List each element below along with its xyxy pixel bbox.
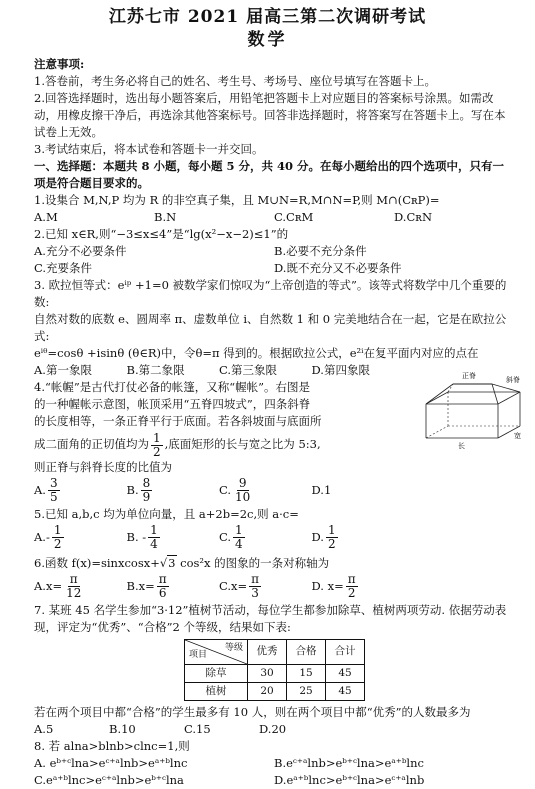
q8-option-a: A. eᵇ⁺ᶜlna>eᶜ⁺ᵃlnb>eᵃ⁺ᵇlnc — [34, 755, 188, 770]
q6-option-b-den: 6 — [158, 586, 167, 600]
note-item-2: 2.回答选择题时，选出每小题答案后，用铅笔把答题卡上对应题目的答案标号涂黑。如需改动，用橡皮擦干净后，再选涂其他答案标号。回答非选择题时，将答案写在答题卡上。写在本试卷上无效。 — [34, 91, 506, 139]
q5-option-d-frac — [326, 524, 338, 551]
q8-option-d: D.eᵃ⁺ᵇlnc>eᵇ⁺ᶜlna>eᶜ⁺ᵃlnb — [274, 772, 425, 787]
q3-options — [34, 362, 404, 379]
q1-stem: 1.设集合 M,N,P 均为 R 的非空真子集，且 M∪N=R,M∩N=P,则 M∩(CʀP)= — [34, 193, 440, 207]
q6-option-c-label: C.x= — [219, 579, 248, 593]
q6-stem-pre: 6.函数 f(x)=sinxcosx+ — [34, 555, 160, 570]
figure-label-ridge: 正脊 — [462, 372, 476, 380]
q6-option-d-label: D. x= — [311, 579, 344, 593]
q6-option-c-num: π — [251, 572, 260, 586]
q4-line-5: 则正脊与斜脊长度的比值为 — [34, 459, 172, 474]
table-header-pass: 合格 — [287, 639, 326, 664]
q6-option-a-den: 12 — [66, 586, 82, 600]
table-cell: 30 — [248, 664, 287, 682]
q7-line-3: 若在两个项目中都“合格”的学生最多有 10 人，则在两个项目中都“优秀”的人数最多为 — [34, 704, 471, 719]
q5-option-b-num: 1 — [150, 523, 158, 537]
q6-options — [34, 572, 404, 602]
q7-line-2: 现，评定为“优秀”、“合格”2 个等级，结果如下表: — [34, 619, 291, 634]
q7-options — [34, 721, 334, 738]
q1-option-c: C.CʀM — [274, 210, 314, 224]
q4-option-a-num: 3 — [49, 476, 58, 490]
q7-line-1: 7. 某班 45 名学生参加“3·12”植树节活动，每位学生都参加除草、植树两项劳动. 依据劳动表 — [34, 602, 507, 617]
q5-stem: 5.已知 a,b,c 均为单位向量，且 a+2b=2c,则 a·c= — [34, 506, 299, 521]
q5-option-c-den: 4 — [235, 537, 243, 551]
q4-option-a-den: 5 — [49, 490, 58, 504]
q4-option-d — [312, 482, 405, 499]
q5-option-d-label: D. — [311, 530, 324, 544]
q1-options — [34, 209, 514, 226]
table-row — [185, 682, 365, 700]
q6-option-a-num: π — [69, 572, 78, 586]
exam-subject: 数学 — [247, 30, 288, 50]
q5-option-c — [219, 524, 312, 551]
q6-option-c-den: 3 — [251, 586, 259, 600]
q7-option-d: D.20 — [259, 721, 287, 736]
q5-option-b-label: B. - — [126, 530, 147, 544]
q5-option-d-den: 2 — [327, 537, 336, 551]
q1-option-d: D.CʀN — [394, 210, 433, 224]
table-corner-cell — [185, 639, 248, 664]
q8-options-row1 — [34, 755, 514, 772]
q6-option-d-num: π — [347, 572, 356, 586]
q7-option-c: C.15 — [184, 721, 211, 736]
q2-option-d: D.既不充分又不必要条件 — [274, 261, 402, 275]
q6-option-d-frac — [346, 573, 358, 600]
q6-option-b — [127, 573, 220, 600]
q5-options — [34, 523, 404, 553]
q4-line-2: 的一种幄帐示意图，帐顶采用“五脊四坡式”，四条斜脊 — [34, 397, 311, 411]
q4-option-c-label: C. — [219, 483, 232, 497]
q3-line-3: eⁱᶿ=cosθ +isinθ (θ∈R)中，令θ=π 得到的。根据欧拉公式，e²ⁱ在复平面内对应的点在 — [34, 346, 479, 360]
q4-option-a — [34, 477, 127, 504]
q4-option-b-den: 9 — [142, 490, 151, 504]
table-cell: 20 — [248, 682, 287, 700]
q2-options-row2 — [34, 260, 514, 277]
q4-option-b-label: B. — [126, 483, 139, 497]
table-cell: 15 — [287, 664, 326, 682]
q4-option-b-num: 8 — [142, 476, 151, 490]
q4-option-a-frac — [48, 477, 60, 504]
q3-option-d: D.第四象限 — [311, 363, 370, 377]
q4-line-4-post: ,底面矩形的长与宽之比为 5:3, — [164, 437, 321, 451]
q7-option-a: A.5 — [34, 721, 54, 736]
q1-option-a: A.M — [34, 210, 58, 224]
q4-tan-num: 1 — [153, 430, 161, 445]
q6-option-b-frac — [157, 573, 169, 600]
q6-stem: 6.函数 f(x)=sinxcosx+√3 cos²x 的图象的一条对称轴为 — [34, 555, 330, 570]
q4-options — [34, 476, 404, 506]
q5-option-b-den: 4 — [150, 537, 158, 551]
q5-option-b — [127, 524, 220, 551]
q6-option-d — [312, 573, 405, 600]
q8-option-b: B.eᶜ⁺ᵃlnb>eᵇ⁺ᶜlna>eᵃ⁺ᵇlnc — [274, 755, 424, 770]
q4-line-1: 4.“帐幄”是古代打仗必备的帐篷，又称“幄帐”。右图是 — [34, 380, 310, 394]
q4-option-b — [127, 477, 220, 504]
q6-option-c — [219, 573, 312, 600]
table-row-item: 植树 — [185, 682, 248, 700]
q4-option-c-frac — [233, 477, 252, 504]
note-item-3: 3.考试结束后，将本试卷和答题卡一并交回。 — [34, 142, 264, 156]
q6-option-b-label: B.x= — [126, 579, 155, 593]
q3-option-a: A.第一象限 — [34, 363, 92, 377]
q3-line-2: 自然对数的底数 e、圆周率 π、虚数单位 i、自然数 1 和 0 完美地结合在一起，它是在欧拉公式: — [34, 312, 507, 343]
q6-stem-post: cos²x 的图象的一条对称轴为 — [176, 555, 330, 570]
tent-figure — [420, 362, 530, 450]
q5-option-a — [34, 524, 127, 551]
q4-option-d-text: 1 — [323, 483, 332, 497]
q6-option-a-frac — [64, 573, 83, 600]
q6-option-d-den: 2 — [347, 586, 356, 600]
exam-title: 江苏七市 2021 届高三第二次调研考试 — [108, 7, 427, 27]
q4-option-d-label: D. — [311, 483, 324, 497]
table-cell: 45 — [326, 682, 365, 700]
q1-option-b: B.N — [154, 210, 177, 224]
q8-option-c: C.eᵃ⁺ᵇlnc>eᶜ⁺ᵃlnb>eᵇ⁺ᶜlna — [34, 772, 184, 787]
q2-option-c: C.充要条件 — [34, 261, 93, 275]
q5-option-c-label: C. — [219, 530, 232, 544]
q2-options-row1 — [34, 243, 514, 260]
q5-option-d — [312, 524, 405, 551]
q5-option-c-frac — [233, 524, 245, 551]
table-corner-bottom: 项目 — [189, 649, 208, 660]
q3-option-b: B.第二象限 — [126, 363, 185, 377]
table-corner-top: 等级 — [224, 642, 243, 653]
figure-label-width: 宽 — [514, 432, 521, 440]
table-header-total: 合计 — [326, 639, 365, 664]
q5-option-a-den: 2 — [53, 537, 62, 551]
table-cell: 25 — [287, 682, 326, 700]
table-row-item: 除草 — [185, 664, 248, 682]
q4-option-c-den: 10 — [235, 490, 251, 504]
q2-option-b: B.必要不充分条件 — [274, 244, 367, 258]
q5-option-b-frac — [148, 524, 160, 551]
section1-heading: 一、选择题：本题共 8 小题，每小题 5 分，共 40 分。在每小题给出的四个选项中，只有一项是符合题目要求的。 — [34, 159, 505, 190]
q4-option-b-frac — [141, 477, 153, 504]
q4-tan-den: 2 — [153, 444, 161, 459]
q4-line-4-pre: 成二面角的正切值均为 — [34, 437, 149, 451]
q5-option-a-frac — [52, 524, 64, 551]
q7-score-table — [184, 639, 365, 701]
q5-option-a-label: A.- — [34, 530, 50, 544]
table-cell: 45 — [326, 664, 365, 682]
q2-stem: 2.已知 x∈R,则“−3≤x≤4”是“lg(x²−x−2)≤1”的 — [34, 227, 289, 241]
q3-option-c: C.第三象限 — [219, 363, 278, 377]
table-row — [185, 664, 365, 682]
q4-option-c — [219, 477, 312, 504]
q8-stem: 8. 若 alna>blnb>clnc=1,则 — [34, 738, 190, 753]
q6-sqrt-value: 3 — [168, 555, 176, 570]
q6-option-a-label: A.x= — [34, 579, 63, 593]
q4-text — [34, 379, 394, 430]
q4-option-a-label: A. — [34, 483, 46, 497]
q6-option-c-frac — [249, 573, 261, 600]
table-header-row — [185, 639, 365, 664]
q3-line-1: 3. 欧拉恒等式：eⁱᵖ +1=0 被数学家们惊叹为“上帝创造的等式”。该等式将数学中几个重要的数: — [34, 278, 507, 309]
q7-option-b: B.10 — [109, 721, 136, 736]
q2-option-a: A.充分不必要条件 — [34, 244, 127, 258]
q4-option-c-num: 9 — [238, 476, 247, 490]
q4-line-3: 的长度相等，一条正脊平行于底面。若各斜坡面与底面所 — [34, 414, 322, 428]
q4-tan-fraction — [151, 432, 163, 459]
table-header-excellent: 优秀 — [248, 639, 287, 664]
q6-option-b-num: π — [158, 572, 167, 586]
note-item-1: 1.答卷前，考生务必将自己的姓名、考生号、考场号、座位号填写在答题卡上。 — [34, 74, 436, 88]
q8-options-row2 — [34, 772, 514, 789]
q5-option-c-num: 1 — [235, 523, 243, 537]
notes-heading: 注意事项: — [34, 57, 85, 71]
q5-option-a-num: 1 — [53, 523, 62, 537]
figure-label-slant: 斜脊 — [506, 376, 520, 384]
exam-content — [34, 56, 521, 789]
figure-label-length: 长 — [458, 442, 465, 450]
q5-option-d-num: 1 — [327, 523, 336, 537]
q6-option-a — [34, 573, 127, 600]
